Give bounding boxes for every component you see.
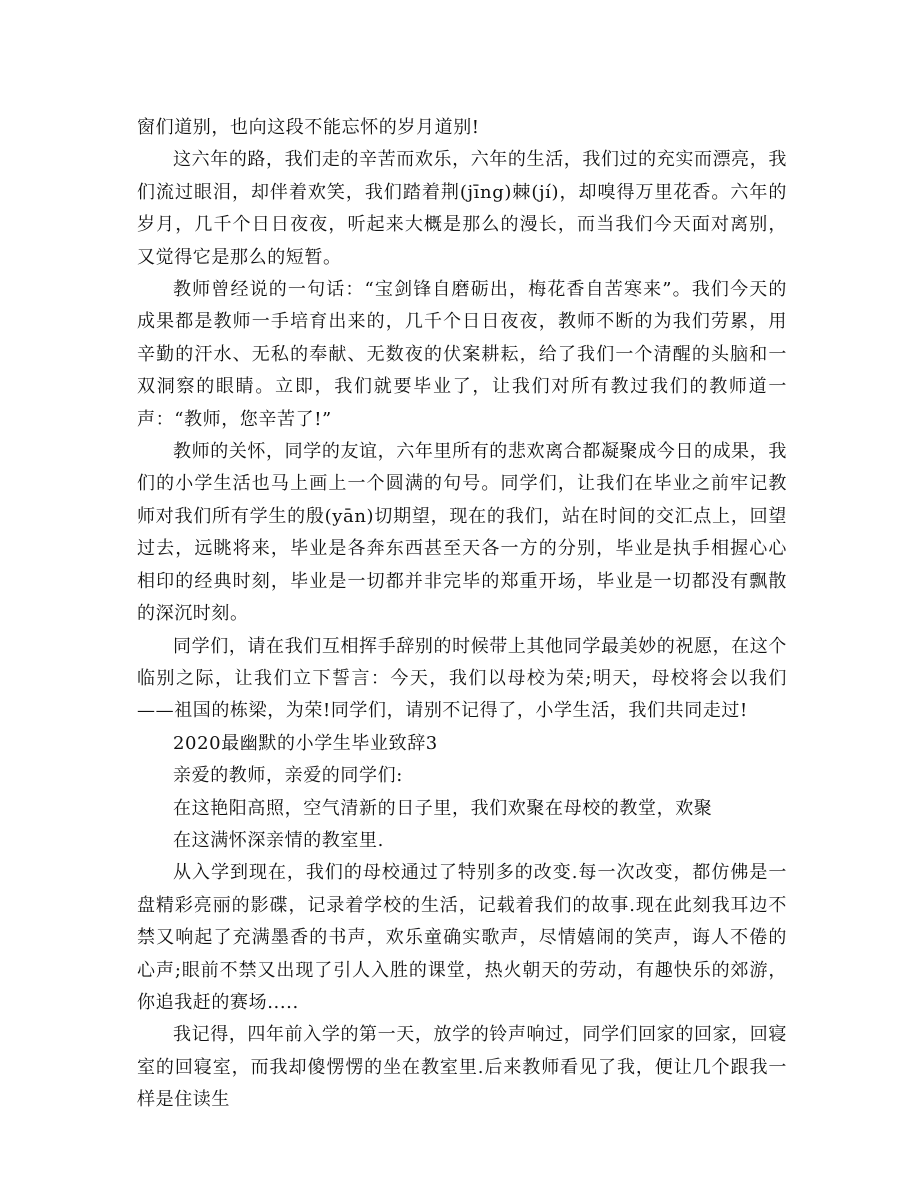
- paragraph-7: 在这艳阳高照，空气清新的日子里，我们欢聚在母校的教堂，欢聚: [173, 797, 713, 819]
- paragraph-4: 同学们，请在我们互相挥手辞别的时候带上其他同学最美妙的祝愿，在这个临别之际，让我们立下誓言：今天，我们以母校为荣;明天，母校将会以我们——祖国的栋梁，为荣!同学们，请别不记得了，小学生活，我们共同走过!: [137, 635, 787, 722]
- section-heading: 2020最幽默的小学生毕业致辞3: [173, 732, 438, 754]
- paragraph-3: 教师的关怀，同学的友谊，六年里所有的悲欢离合都凝聚成今日的成果，我们的小学生活也马上画上一个圆满的句号。同学们，让我们在毕业之前牢记教师对我们所有学生的殷(yān)切期望，现在的我们，站在时间的交汇点上，回望过去，远眺将来，毕业是各奔东西甚至天各一方的分别，毕业是执手相握心心相印的经典时刻，毕业是一切都并非完毕的郑重开场，毕业是一切都没有飘散的深沉时刻。: [137, 441, 787, 625]
- paragraph-1: 这六年的路，我们走的辛苦而欢乐，六年的生活，我们过的充实而漂亮，我们流过眼泪，却伴着欢笑，我们踏着荆(jīng)棘(jí)，却嗅得万里花香。六年的岁月，几千个日日夜夜，听起来大概是那么的漫长，而当我们今天面对离别，又觉得它是那么的短暂。: [137, 149, 787, 268]
- paragraph-10: 我记得，四年前入学的第一天，放学的铃声响过，同学们回家的回家，回寝室的回寝室，而我却傻愣愣的坐在教室里.后来教师看见了我，便让几个跟我一样是住读生: [137, 1024, 787, 1111]
- paragraph-9: 从入学到现在，我们的母校通过了特别多的改变.每一次改变，都仿佛是一盘精彩亮丽的影碟，记录着学校的生活，记载着我们的故事.现在此刻我耳边不禁又响起了充满墨香的书声，欢乐童确实歌声，尽情嬉闹的笑声，诲人不倦的心声;眼前不禁又出现了引人入胜的课堂，热火朝天的劳动，有趣快乐的郊游，你追我赶的赛场.....: [137, 862, 787, 1013]
- paragraph-8: 在这满怀深亲情的教室里.: [173, 829, 384, 851]
- paragraph-2: 教师曾经说的一句话：“宝剑锋自磨砺出，梅花香自苦寒来”。我们今天的成果都是教师一手培育出来的，几千个日日夜夜，教师不断的为我们劳累，用辛勤的汗水、无私的奉献、无数夜的伏案耕耘，给了我们一个清醒的头脑和一双洞察的眼睛。立即，我们就要毕业了，让我们对所有教过我们的教师道一声：“教师，您辛苦了!”: [137, 279, 787, 430]
- salutation: 亲爱的教师，亲爱的同学们:: [173, 765, 403, 787]
- document-body: [137, 112, 787, 1117]
- paragraph-0: 窗们道别，也向这段不能忘怀的岁月道别!: [137, 117, 480, 138]
